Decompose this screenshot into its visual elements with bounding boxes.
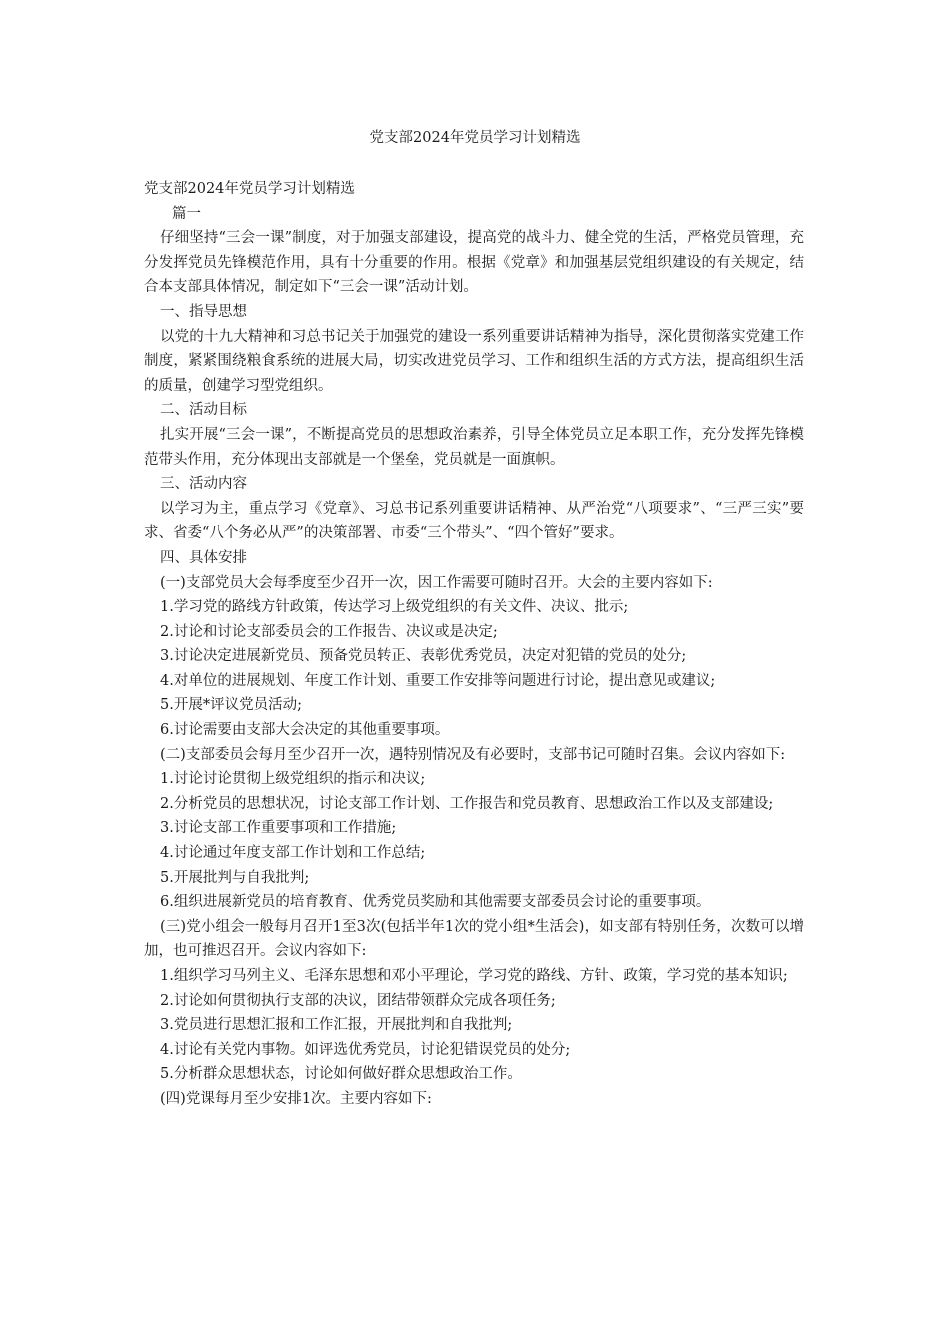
- paragraph: 1.学习党的路线方针政策，传达学习上级党组织的有关文件、决议、批示;: [160, 599, 629, 616]
- paragraph: (二)支部委员会每月至少召开一次，遇特别情况及有必要时，支部书记可随时召集。会议内容如下:: [160, 746, 786, 763]
- paragraph: (四)党课每月至少安排1次。主要内容如下:: [160, 1090, 432, 1107]
- paragraph: 三、活动内容: [160, 476, 247, 493]
- paragraph: 2.讨论和讨论支部委员会的工作报告、决议或是决定;: [160, 623, 498, 640]
- paragraph: 以党的十九大精神和习总书记关于加强党的建设一系列重要讲话精神为指导，深化贯彻落实党建工作制度，紧紧围绕粮食系统的进展大局，切实改进党员学习、工作和组织生活的方式方法，提高组织生活的质量，创建学习型党组织。: [144, 328, 804, 394]
- paragraph: 2.分析党员的思想状况，讨论支部工作计划、工作报告和党员教育、思想政治工作以及支部建设;: [160, 795, 774, 812]
- paragraph: 仔细坚持“三会一课”制度，对于加强支部建设，提高党的战斗力、健全党的生活，严格党员管理，充分发挥党员先锋模范作用，具有十分重要的作用。根据《党章》和加强基层党组织建设的有关规定，结合本支部具体情况，制定如下“三会一课”活动计划。: [144, 230, 804, 296]
- paragraph: 2.讨论如何贯彻执行支部的决议，团结带领群众完成各项任务;: [160, 992, 556, 1009]
- paragraph: 6.组织进展新党员的培育教育、优秀党员奖励和其他需要支部委员会讨论的重要事项。: [160, 894, 711, 911]
- paragraph: 四、具体安排: [160, 549, 247, 566]
- paragraph: 5.分析群众思想状态，讨论如何做好群众思想政治工作。: [160, 1066, 522, 1083]
- paragraph: 扎实开展“三会一课”，不断提高党员的思想政治素养，引导全体党员立足本职工作，充分发挥先锋模范带头作用，充分体现出支部就是一个堡垒，党员就是一面旗帜。: [144, 426, 804, 468]
- paragraph: 5.开展批判与自我批判;: [160, 869, 310, 886]
- paragraph: (三)党小组会一般每月召开1至3次(包括半年1次的党小组*生活会)，如支部有特别任务，次数可以增加，也可推迟召开。会议内容如下:: [144, 918, 804, 960]
- paragraph: 4.讨论通过年度支部工作计划和工作总结;: [160, 845, 426, 862]
- document-body: [144, 177, 804, 1112]
- paragraph: 一、指导思想: [160, 303, 247, 320]
- paragraph: 3.讨论决定进展新党员、预备党员转正、表彰优秀党员，决定对犯错的党员的处分;: [160, 648, 687, 665]
- paragraph: 3.讨论支部工作重要事项和工作措施;: [160, 820, 397, 837]
- paragraph: 3.党员进行思想汇报和工作汇报，开展批判和自我批判;: [160, 1017, 513, 1034]
- paragraph: 1.讨论讨论贯彻上级党组织的指示和决议;: [160, 771, 426, 788]
- paragraph: 5.开展*评议党员活动;: [160, 697, 302, 714]
- paragraph: 4.对单位的进展规划、年度工作计划、重要工作安排等问题进行讨论，提出意见或建议;: [160, 672, 716, 689]
- paragraph: 二、活动目标: [160, 402, 247, 419]
- paragraph: 1.组织学习马列主义、毛泽东思想和邓小平理论，学习党的路线、方针、政策，学习党的基本知识;: [160, 968, 788, 984]
- paragraph: 4.讨论有关党内事物。如评选优秀党员，讨论犯错误党员的处分;: [160, 1041, 571, 1058]
- paragraph: 篇一: [172, 205, 201, 222]
- paragraph: 以学习为主，重点学习《党章》、习总书记系列重要讲话精神、从严治党“八项要求”、“三严三实”要求、省委“八个务必从严”的决策部署、市委“三个带头”、“四个管好”要求。: [144, 500, 804, 542]
- paragraph: 党支部2024年党员学习计划精选: [144, 181, 355, 197]
- paragraph: (一)支部党员大会每季度至少召开一次，因工作需要可随时召开。大会的主要内容如下:: [160, 574, 713, 591]
- paragraph: 6.讨论需要由支部大会决定的其他重要事项。: [160, 722, 450, 739]
- document-title: 党支部2024年党员学习计划精选: [369, 130, 581, 146]
